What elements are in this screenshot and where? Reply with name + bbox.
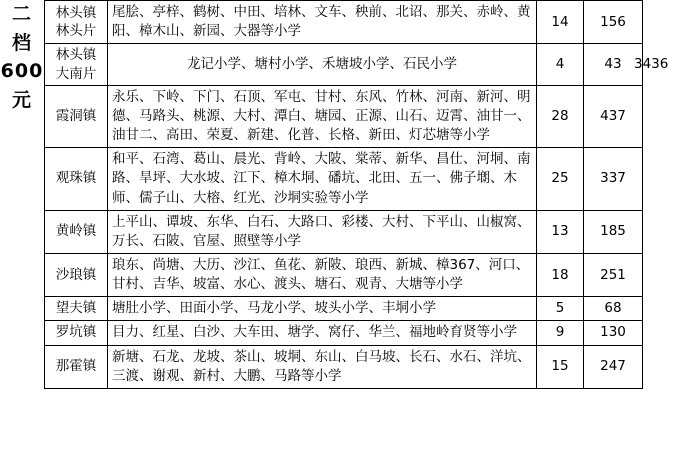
grade-label — [0, 0, 44, 114]
row-town-cell: 观珠镇 — [45, 148, 108, 210]
town-name-line-2: 林头片 — [55, 23, 97, 40]
grade-label-line-1: 二 — [11, 3, 32, 25]
row-number-cell: 337 — [584, 148, 643, 210]
row-count-cell: 15 — [537, 345, 584, 388]
row-schools-cell: 目力、红星、白沙、大车田、塘学、窝仔、华兰、福地岭育贤等小学 — [108, 321, 537, 345]
table-row — [45, 321, 643, 345]
row-count-cell: 14 — [537, 1, 584, 44]
row-number-cell: 68 — [584, 297, 643, 321]
row-count-cell: 5 — [537, 297, 584, 321]
row-schools-cell: 和平、石湾、葛山、晨光、背岭、大陂、棠蒂、新华、昌仕、河垌、南路、旱坪、大水坡、江下、樟木垌、磻坑、北田、五一、佛子㙟、木师、儒子山、大榕、红光、沙垌实验等小学 — [108, 148, 537, 210]
row-number-cell: 156 — [584, 1, 643, 44]
row-count-cell: 4 — [537, 44, 584, 85]
row-count-cell: 25 — [537, 148, 584, 210]
table-body — [45, 1, 643, 389]
table-row — [45, 148, 643, 210]
row-schools-cell: 上平山、谭坡、东华、白石、大路口、彩楼、大村、下平山、山椒窝、万长、石陂、官屋、照壁等小学 — [108, 210, 537, 253]
row-count-cell: 18 — [537, 254, 584, 297]
table-row — [45, 210, 643, 253]
table-row — [45, 345, 643, 388]
row-number-cell: 247 — [584, 345, 643, 388]
school-allocation-table — [44, 0, 643, 389]
row-schools-cell: 新塘、石龙、龙坡、茶山、坡垌、东山、白马坡、长石、水石、洋坑、三渡、谢观、新村、大鹏、马路等小学 — [108, 345, 537, 388]
row-count-cell: 28 — [537, 85, 584, 147]
row-schools-cell: 永乐、下岭、下门、石顶、军屯、甘村、东风、竹林、河南、新河、明德、马路头、桃源、大村、潭白、塘园、正源、山石、迈霄、油甘一、油甘二、高田、荣夏、新建、化普、长格、新田、灯芯塘等小学 — [108, 85, 537, 147]
row-number-cell: 43 — [584, 44, 643, 85]
table-row — [45, 85, 643, 147]
row-schools-cell: 塘肚小学、田面小学、马龙小学、坡头小学、丰垌小学 — [108, 297, 537, 321]
row-number-cell: 251 — [584, 254, 643, 297]
row-town-cell — [45, 1, 108, 44]
table-row — [45, 297, 643, 321]
row-schools-cell: 琅东、尚塘、大历、沙江、鱼花、新陂、琅西、新城、樟367、河口、甘村、吉华、坡富、水心、渡头、塘石、观青、大塘等小学 — [108, 254, 537, 297]
grade-label-line-3: 600 — [0, 60, 44, 82]
row-number-cell: 130 — [584, 321, 643, 345]
table-row — [45, 254, 643, 297]
grade-label-line-4: 元 — [11, 88, 32, 111]
row-number-cell: 437 — [584, 85, 643, 147]
grade-total: 3436 — [634, 56, 669, 72]
table-row — [45, 44, 643, 85]
row-town-cell — [45, 44, 108, 85]
row-town-cell: 黄岭镇 — [45, 210, 108, 253]
grade-label-line-2: 档 — [11, 31, 32, 54]
row-number-cell: 185 — [584, 210, 643, 253]
row-town-cell: 那霍镇 — [45, 345, 108, 388]
town-name-line-1: 林头镇 — [55, 47, 97, 64]
row-schools-cell: 尾脍、亭梓、鹤树、中田、培林、文车、秧前、北诏、那关、赤岭、黄阳、樟木山、新园、大器等小学 — [108, 1, 537, 44]
row-town-cell: 罗坑镇 — [45, 321, 108, 345]
row-town-cell: 望夫镇 — [45, 297, 108, 321]
row-count-cell: 13 — [537, 210, 584, 253]
town-name-line-1: 林头镇 — [55, 4, 97, 21]
row-count-cell: 9 — [537, 321, 584, 345]
row-schools-cell: 龙记小学、塘村小学、禾塘坡小学、石民小学 — [108, 44, 537, 85]
table-row — [45, 1, 643, 44]
row-town-cell: 沙琅镇 — [45, 254, 108, 297]
town-name-line-2: 大南片 — [55, 65, 97, 82]
row-town-cell: 霞洞镇 — [45, 85, 108, 147]
